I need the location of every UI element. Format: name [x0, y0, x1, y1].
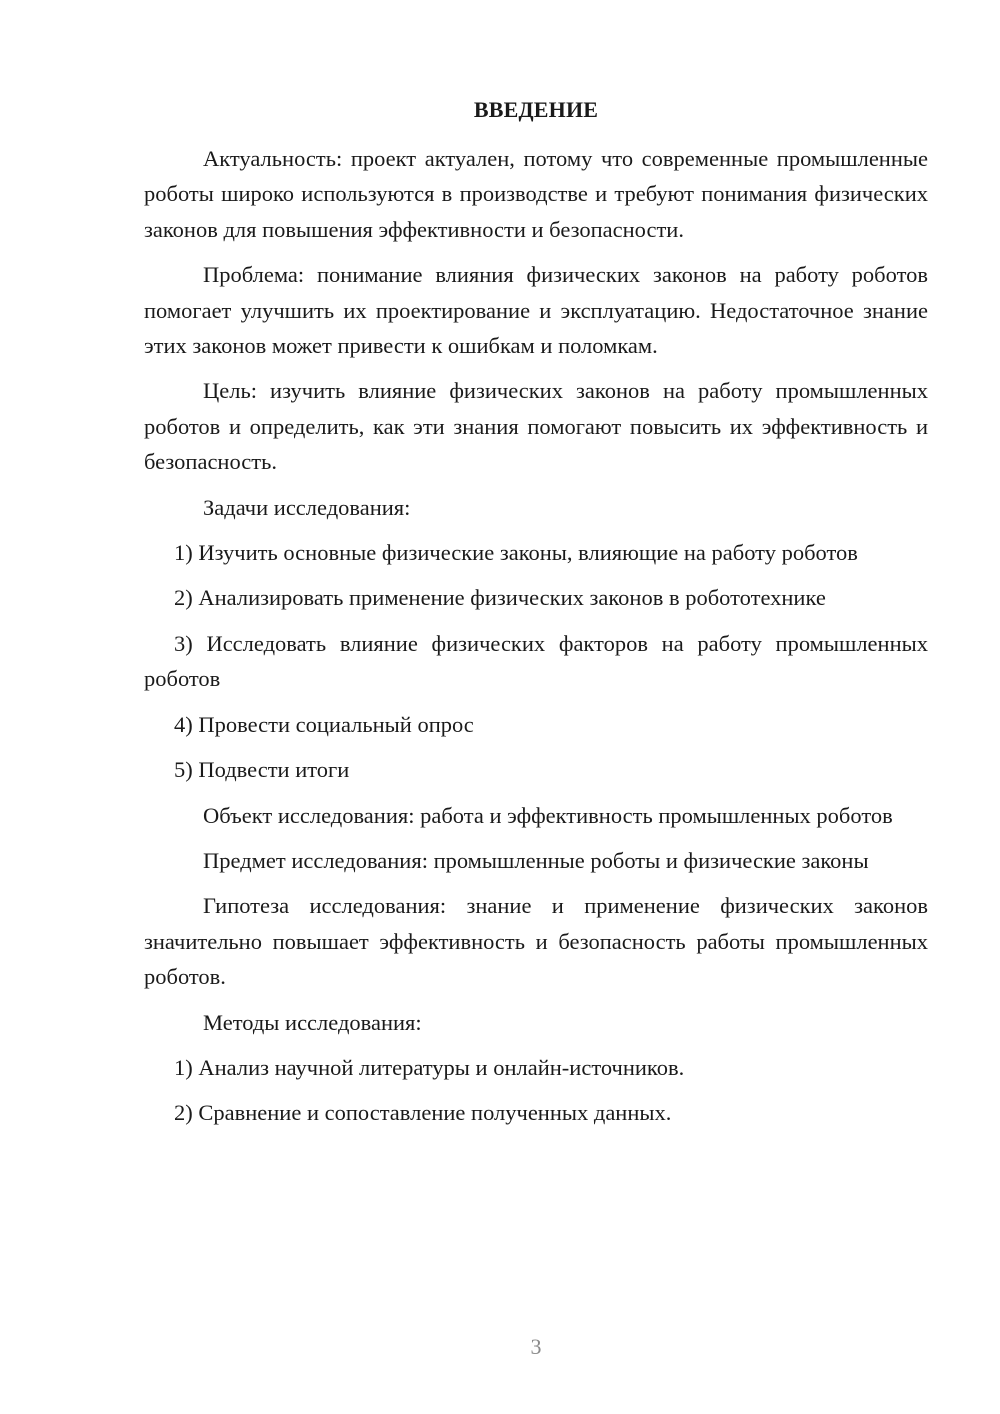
- object-paragraph: Объект исследования: работа и эффективность промышленных роботов: [203, 802, 893, 828]
- method-item-1: 1) Анализ научной литературы и онлайн-источников.: [174, 1054, 685, 1080]
- problem-paragraph: Проблема: понимание влияния физических законов на работу роботов помогает улучшить их проектирование и эксплуатацию. Недостаточное знание этих законов может привести к ошибкам и поломкам.: [144, 262, 928, 359]
- page-number: 3: [530, 1334, 542, 1359]
- task-item-1: 1) Изучить основные физические законы, влияющие на работу роботов: [174, 540, 858, 566]
- tasks-heading: Задачи исследования:: [203, 494, 411, 520]
- methods-heading: Методы исследования:: [203, 1009, 422, 1035]
- task-item-3: 3) Исследовать влияние физических факторов на работу промышленных роботов: [144, 630, 928, 692]
- document-page: [144, 92, 928, 1141]
- hypothesis-paragraph: Гипотеза исследования: знание и применение физических законов значительно повышает эффективность и безопасность работы промышленных роботов.: [144, 893, 928, 990]
- subject-paragraph: Предмет исследования: промышленные роботы и физические законы: [203, 847, 869, 873]
- task-item-5: 5) Подвести итоги: [174, 757, 350, 783]
- method-item-2: 2) Сравнение и сопоставление полученных данных.: [174, 1100, 672, 1126]
- task-item-4: 4) Провести социальный опрос: [174, 711, 474, 737]
- relevance-paragraph: Актуальность: проект актуален, потому что современные промышленные роботы широко используются в производстве и требуют понимания физических законов для повышения эффективности и безопасности.: [144, 146, 928, 242]
- task-item-2: 2) Анализировать применение физических законов в робототехнике: [174, 585, 826, 611]
- section-title: ВВЕДЕНИЕ: [473, 97, 599, 122]
- goal-paragraph: Цель: изучить влияние физических законов на работу промышленных роботов и определить, как эти знания помогают повысить их эффективность и безопасность.: [144, 378, 928, 475]
